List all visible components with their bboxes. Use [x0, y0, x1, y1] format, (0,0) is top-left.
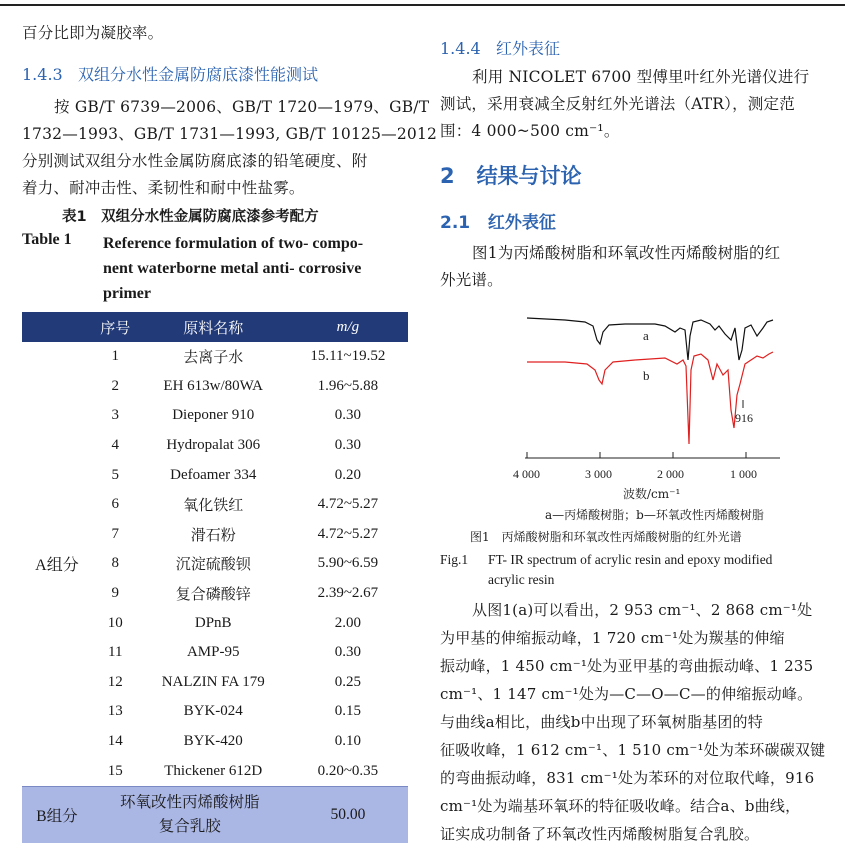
row-index: 5 — [111, 466, 120, 483]
row-index: 14 — [107, 733, 123, 750]
row-material: 沉淀硫酸钡 — [175, 557, 251, 574]
paragraph-1-4-3 — [22, 94, 438, 202]
paragraph-results — [440, 596, 830, 848]
row-mass: 4.72~5.27 — [317, 496, 379, 513]
para-line: 征吸收峰，1 612 cm⁻¹、1 510 cm⁻¹处为苯环碳碳双键 — [440, 741, 826, 759]
para-line: 着力、耐冲击性、柔韧性和耐中性盐雾。 — [22, 179, 305, 197]
curve-a — [527, 318, 773, 360]
x-axis-label: 波数/cm⁻¹ — [623, 487, 681, 500]
header-index: 序号 — [92, 312, 139, 342]
header-blank — [22, 312, 92, 342]
section-number: 2.1 — [440, 213, 471, 233]
header-material: 原料名称 — [139, 312, 288, 342]
paragraph-1-4-4 — [440, 64, 830, 145]
table-header-row — [22, 312, 408, 342]
x-tick-label: 3 000 — [585, 467, 612, 481]
row-index: 7 — [111, 525, 120, 542]
caption-line: primer — [103, 285, 151, 302]
row-mass: 1.96~5.88 — [317, 377, 379, 394]
section-title: 双组分水性金属防腐底漆性能测试 — [77, 65, 318, 84]
row-mass: 0.15 — [334, 703, 361, 720]
x-axis-ticks — [527, 452, 746, 458]
para-line: 图1为丙烯酸树脂和环氧改性丙烯酸树脂的红 — [472, 244, 781, 262]
group-b-name-line: 复合乳胶 — [158, 817, 221, 835]
section-title: 红外表征 — [487, 213, 556, 233]
row-mass: 4.72~5.27 — [317, 525, 379, 542]
top-rule — [0, 4, 845, 6]
row-material: BYK-024 — [183, 703, 243, 720]
group-b-material — [92, 786, 288, 843]
para-line: cm⁻¹处为端基环氧环的特征吸收峰。结合a、b曲线， — [440, 797, 801, 815]
table-caption-cn: 表1 双组分水性金属防腐底漆参考配方 — [62, 209, 319, 225]
x-tick-label: 2 000 — [657, 467, 684, 481]
row-mass: 0.30 — [334, 644, 361, 661]
section-number: 1.4.4 — [440, 39, 481, 58]
row-index: 8 — [111, 555, 120, 572]
curve-b — [527, 352, 773, 444]
row-mass: 15.11~19.52 — [310, 348, 386, 365]
row-material: BYK-420 — [183, 733, 243, 750]
row-index: 1 — [111, 348, 120, 365]
row-material: Dieponer 910 — [172, 407, 255, 424]
formulation-table — [22, 312, 408, 843]
para-line: 按 GB/T 6739—2006、GB/T 1720—1979、GB/T — [54, 98, 430, 116]
row-mass: 2.00 — [334, 614, 361, 631]
section-number: 2 — [440, 164, 455, 188]
row-index: 15 — [107, 762, 123, 779]
para-line: cm⁻¹、1 147 cm⁻¹处为—C—O—C—的伸缩振动峰。 — [440, 685, 813, 703]
row-index: 6 — [111, 496, 120, 513]
section-number: 1.4.3 — [22, 65, 63, 84]
figure-caption-en — [488, 550, 772, 590]
caption-line: FT- IR spectrum of acrylic resin and epoxy modified — [488, 552, 773, 567]
para-line: 与曲线a相比，曲线b中出现了环氧树脂基团的特 — [440, 713, 763, 731]
row-mass: 0.20 — [334, 466, 361, 483]
caption-line: nent waterborne metal anti- corrosive — [103, 260, 362, 277]
group-a-label: A组分 — [35, 557, 79, 575]
row-material: 复合磷酸锌 — [175, 587, 251, 604]
caption-line: acrylic resin — [488, 572, 555, 587]
row-mass: 0.20~0.35 — [317, 762, 379, 779]
row-index: 4 — [111, 437, 120, 454]
para-line: 从图1(a)可以看出，2 953 cm⁻¹、2 868 cm⁻¹处 — [472, 601, 813, 619]
para-line: 测试，采用衰减全反射红外光谱法（ATR），测定范 — [440, 95, 795, 113]
row-mass: 0.10 — [334, 733, 361, 750]
section-1-4-4-heading — [440, 36, 560, 59]
row-material: 滑石粉 — [190, 527, 236, 544]
row-material: Hydropalat 306 — [166, 437, 261, 454]
table-row-group-b — [22, 786, 408, 843]
para-line: 分别测试双组分水性金属防腐底漆的铅笔硬度、附 — [22, 152, 368, 170]
para-line: 为甲基的伸缩振动峰，1 720 cm⁻¹处为羰基的伸缩 — [440, 629, 785, 647]
row-index: 13 — [107, 703, 123, 720]
paragraph-2-1 — [440, 240, 830, 294]
row-index: 11 — [108, 644, 123, 661]
x-tick-label: 4 000 — [513, 467, 540, 481]
row-material: 氧化铁红 — [183, 498, 244, 515]
row-index: 10 — [107, 614, 123, 631]
row-mass: 5.90~6.59 — [317, 555, 379, 572]
para-line: 围：4 000~500 cm⁻¹。 — [440, 122, 620, 140]
section-2-1-heading — [440, 208, 556, 233]
ftir-spectrum-figure — [505, 300, 785, 500]
group-b-name-line: 环氧改性丙烯酸树脂 — [120, 793, 260, 811]
row-index: 2 — [111, 377, 120, 394]
group-b-mass: 50.00 — [288, 786, 408, 843]
peak-label-916: 916 — [735, 411, 753, 425]
para-line: 证实成功制备了环氧改性丙烯酸树脂复合乳胶。 — [440, 825, 760, 843]
group-b-label: B组分 — [22, 786, 92, 843]
row-material: AMP-95 — [186, 644, 240, 661]
curve-b-label: b — [643, 368, 650, 383]
row-material: Thickener 612D — [164, 762, 263, 779]
caption-line: Reference formulation of two- compo- — [103, 235, 364, 252]
section-title: 红外表征 — [495, 39, 560, 58]
row-mass: 2.39~2.67 — [317, 585, 379, 602]
section-2-heading — [440, 160, 582, 190]
figure-legend: a—丙烯酸树脂；b—环氧改性丙烯酸树脂 — [545, 508, 764, 522]
para-line: 外光谱。 — [440, 271, 503, 289]
table-caption-en — [103, 231, 363, 306]
para-line: 利用 NICOLET 6700 型傅里叶红外光谱仪进行 — [472, 68, 810, 86]
figure-caption-cn: 图1 丙烯酸树脂和环氧改性丙烯酸树脂的红外光谱 — [470, 530, 742, 544]
row-mass: 0.25 — [334, 673, 361, 690]
para-line: 1732—1993、GB/T 1731—1993, GB/T 10125—2012 — [22, 125, 438, 143]
row-material: 去离子水 — [183, 350, 244, 367]
para-line: 振动峰，1 450 cm⁻¹处为亚甲基的弯曲振动峰、1 235 — [440, 657, 814, 675]
table-row — [22, 342, 408, 372]
para-line: 的弯曲振动峰，831 cm⁻¹处为苯环的对位取代峰，916 — [440, 769, 815, 787]
curve-a-label: a — [643, 328, 649, 343]
table-caption-en-label: Table 1 — [22, 231, 72, 248]
header-mass: m/g — [288, 312, 408, 342]
row-material: NALZIN FA 179 — [161, 673, 265, 690]
row-index: 9 — [111, 585, 120, 602]
row-material: EH 613w/80WA — [163, 377, 263, 394]
figure-caption-en-label: Fig.1 — [440, 552, 469, 567]
row-mass: 0.30 — [334, 437, 361, 454]
row-material: DPnB — [194, 614, 232, 631]
row-mass: 0.30 — [334, 407, 361, 424]
intro-line: 百分比即为凝胶率。 — [22, 24, 164, 42]
section-1-4-3-heading — [22, 62, 318, 85]
row-index: 3 — [111, 407, 120, 424]
row-material: Defoamer 334 — [170, 466, 257, 483]
section-title: 结果与讨论 — [476, 164, 582, 188]
row-index: 12 — [107, 673, 123, 690]
x-tick-label: 1 000 — [730, 467, 757, 481]
